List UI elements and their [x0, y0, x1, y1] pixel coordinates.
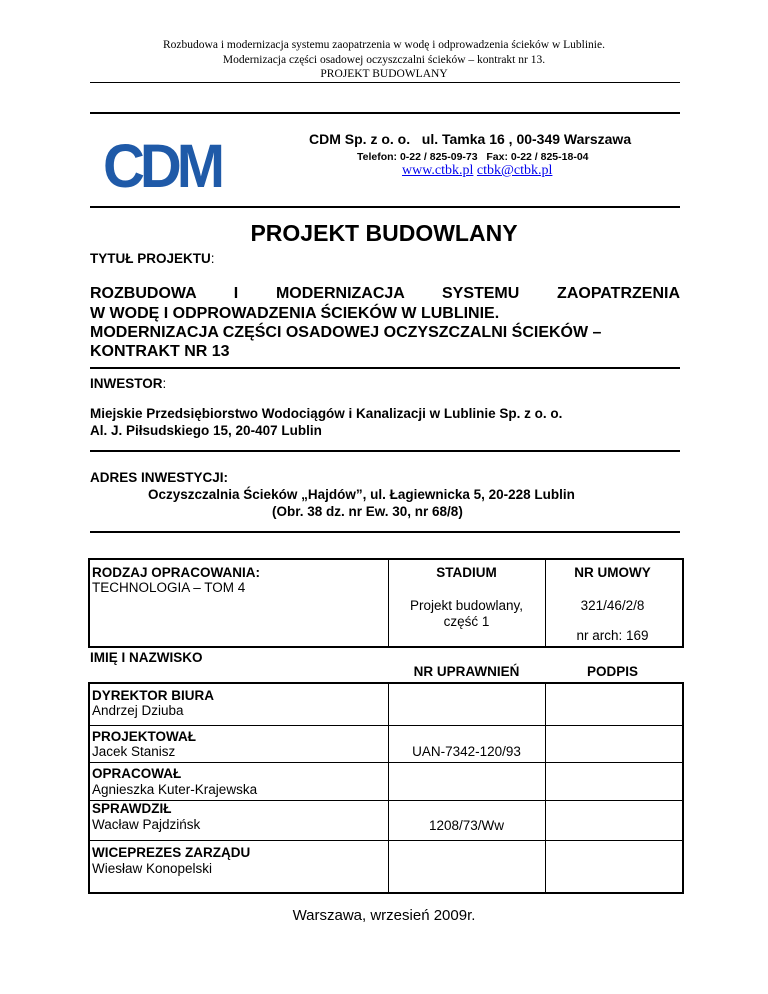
investor-label — [90, 376, 166, 391]
license-header: NR UPRAWNIEŃ — [413, 664, 520, 679]
company-phone: Telefon: 0-22 / 825-09-73 Fax: 0-22 / 825-18-04 — [357, 151, 589, 163]
row-line-4 — [90, 840, 682, 841]
investor-label-text: INWESTOR — [90, 376, 163, 391]
row-5-name: Wiesław Konopelski — [92, 861, 213, 876]
project-title-line-2: W WODĘ I ODPROWADZENIA ŚCIEKÓW W LUBLINIE. — [90, 305, 500, 322]
company-logo: CDM — [103, 132, 221, 201]
investor-rule — [90, 450, 680, 452]
company-top-rule — [90, 112, 680, 114]
row-4-license: 1208/73/Ww — [428, 818, 505, 833]
signatures-divider-1 — [388, 684, 389, 892]
company-address: CDM Sp. z o. o. ul. Tamka 16 , 00-349 Warszawa — [309, 131, 632, 147]
investor-address: Al. J. Piłsudskiego 15, 20-407 Lublin — [90, 423, 322, 438]
row-3-name: Agnieszka Kuter-Krajewska — [92, 782, 258, 797]
row-3-role: OPRACOWAŁ — [92, 766, 182, 781]
row-1-name: Andrzej Dziuba — [92, 703, 184, 718]
project-title-line-4: KONTRAKT NR 13 — [90, 343, 230, 360]
header-line-2: Modernizacja części osadowej oczyszczalni ścieków – kontrakt nr 13. — [222, 54, 546, 66]
name-header: IMIĘ I NAZWISKO — [90, 650, 203, 665]
page-title: PROJEKT BUDOWLANY — [250, 220, 518, 246]
place-date: Warszawa, wrzesień 2009r. — [292, 907, 476, 924]
row-line-1 — [90, 725, 682, 726]
stage-value: Projekt budowlany, część 1 — [409, 598, 524, 629]
contract-value: 321/46/2/8 — [580, 598, 645, 613]
header-line-1: Rozbudowa i modernizacja systemu zaopatrzenia w wodę i odprowadzenia ścieków w Lublinie. — [163, 39, 605, 51]
website-link[interactable]: www.ctbk.pl — [402, 163, 474, 178]
company-contacts — [402, 163, 552, 179]
row-4-name: Wacław Pajdzińsk — [92, 817, 201, 832]
investor-name: Miejskie Przedsiębiorstwo Wodociągów i Kanalizacji w Lublinie Sp. z o. o. — [90, 406, 563, 421]
address-line-2: (Obr. 38 dz. nr Ew. 30, nr 68/8) — [272, 504, 463, 519]
project-rule — [90, 367, 680, 369]
archive-number: nr arch: 169 — [576, 628, 649, 643]
document-type-label: RODZAJ OPRACOWANIA: — [92, 565, 260, 580]
address-rule — [90, 531, 680, 533]
row-line-2 — [90, 762, 682, 763]
signatures-divider-2 — [545, 684, 546, 892]
header-line-3: PROJEKT BUDOWLANY — [320, 68, 448, 80]
row-5-role: WICEPREZES ZARZĄDU — [92, 845, 251, 860]
row-2-license: UAN-7342-120/93 — [412, 744, 521, 759]
email-link[interactable]: ctbk@ctbk.pl — [476, 163, 553, 178]
stage-label: STADIUM — [436, 565, 497, 580]
row-2-name: Jacek Stanisz — [92, 744, 176, 759]
document-type-value: TECHNOLOGIA – TOM 4 — [92, 580, 246, 595]
address-line-1: Oczyszczalnia Ścieków „Hajdów”, ul. Łagiewnicka 5, 20-228 Lublin — [148, 487, 575, 502]
project-title-line-1: ROZBUDOWA I MODERNIZACJA SYSTEMU ZAOPATRZENIA — [90, 285, 680, 302]
investor-label-colon: : — [162, 376, 167, 391]
row-2-role: PROJEKTOWAŁ — [92, 729, 197, 744]
row-1-role: DYREKTOR BIURA — [92, 688, 215, 703]
row-4-role: SPRAWDZIŁ — [92, 801, 172, 816]
header-rule — [90, 82, 680, 83]
project-title-line-3: MODERNIZACJA CZĘŚCI OSADOWEJ OCZYSZCZALNI ŚCIEKÓW – — [90, 324, 602, 341]
contract-label: NR UMOWY — [574, 565, 651, 580]
project-label-colon: : — [210, 251, 215, 266]
project-label — [90, 251, 215, 266]
company-bottom-rule — [90, 206, 680, 208]
project-label-text: TYTUŁ PROJEKTU — [90, 251, 211, 266]
row-line-3 — [90, 800, 682, 801]
signature-header: PODPIS — [586, 664, 638, 679]
address-label: ADRES INWESTYCJI: — [90, 470, 229, 485]
